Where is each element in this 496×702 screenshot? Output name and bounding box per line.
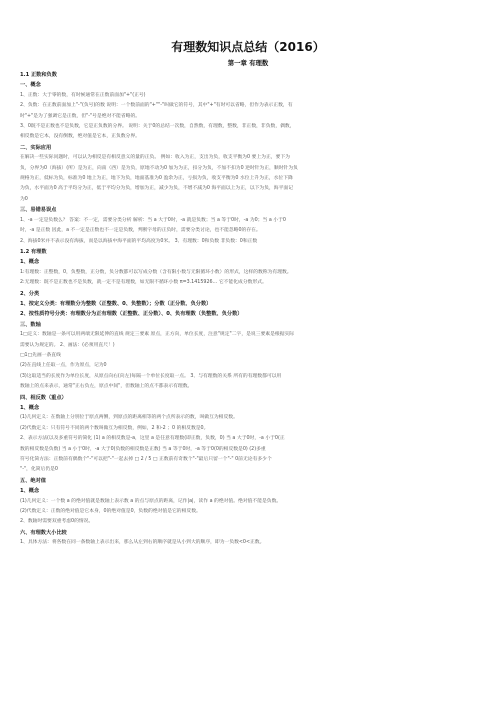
- body-text-line: 2:无理数：既不是正数也不是负数，就一定不是有理数，如无限不循环小数 π=3.1415926… 它不能化成分数形式。: [20, 280, 267, 286]
- body-text-line: 2、海拔0米并不表示没有海拔，而是以海拔中海平面的平均高度为0米。 3、有理数：0和负数 非负数：0和正数: [20, 238, 258, 244]
- body-text-line: 为负，水平面为0 高于平均分为正，低于平均分为负，增加为正，减少为负，不增不减为0 海平面以上为正，以下为负，海平面记: [20, 186, 293, 192]
- section-heading: 三、易错易误点: [20, 207, 57, 214]
- body-text-line: (1)几何定义：一个数 a 的绝对值就是数轴上表示数 a 的点与原点的距离，记作|a|，读作 a 的绝对值。绝对值不能是负数。: [20, 498, 282, 504]
- section-heading: 2、按性质符号分类：有理数分为正有理数（正整数、正分数）、0、负有理数（负整数、负分数）: [20, 311, 243, 318]
- section-heading: 一、概念: [20, 82, 41, 89]
- body-text-line: (2)代数定义：正数的绝对值是它本身，0的绝对值是0，负数的绝对值是它的相反数。: [20, 509, 201, 515]
- body-text-line: (1)几何定义：在数轴上分别位于原点两侧，到原点的距离相等的两个点所表示的数，叫做互为相反数。: [20, 415, 238, 421]
- body-text-line: (3)这取适当的长度作为单位长度，从原点向右(向左)每隔一个单位长度取一点。 3、与有理数的关系 所有的有理数都可以用: [20, 373, 282, 379]
- body-text-line: 数的相反数是负数) 当 a 小于0时，-a 大于0(负数的相反数是正数) 当 a 等于0时，-a 等于0(0的相反数是0) (2)多重: [20, 446, 266, 452]
- body-text-line: 规格为正，低标为负，标准为0 地上为正，地下为负，地面基准为0 盈余为正，亏损为负，收支平衡为0 水位上升为正，水位下降: [20, 176, 293, 182]
- section-heading: 1、按定义分类：有理数分为整数（正整数、0、负整数）；分数（正分数、负分数）: [20, 300, 212, 307]
- section-heading: 六、有理数大小比较: [20, 529, 67, 536]
- body-text-line: 3、0既不是正数也不是负数，它是正负数的分界。 说明：关于0的总结一次数，自然数，有理数，整数，非正数，非负数，偶数，: [20, 124, 295, 130]
- body-text-line: 2、数轴时需要双重考虑0的情况。: [20, 519, 94, 525]
- body-text-line: 1□定义：数轴是一条可以用两端无限延伸的直线 规定三要素 原点，正方向，单位长度，注意"规定"二字，是说三要素是根据实际: [20, 332, 295, 338]
- body-text-line: 2、负数：在正数前面加上"-"(负号)的数 说明：一个数前面的"+""-"叫做它的符号，其中"+"有时可以省略，但作为表示正数，有: [20, 103, 293, 109]
- section-heading: 1、概念: [20, 488, 40, 495]
- section-heading: 二、实际应用: [20, 144, 52, 151]
- body-text-line: 符号化简方法：正数前有偶数个"-"可以把"-"一起去掉 □ 2 / 5 □ 正数前有奇数个"-"最后只留一个"-" 0前无论有多少个: [20, 457, 272, 463]
- body-text-line: 时"+"是为了强调它是正数，但"-"号是绝对不能省略的。: [20, 113, 141, 119]
- body-text-line: 1:有理数：正整数，0，负整数，正分数，负分数都可以写成分数（含有限小数与无限循环小数）的形式，这样的数称为有理数。: [20, 269, 292, 275]
- section-heading: 1、概念: [20, 405, 40, 411]
- body-text-line: (2)代数定义：只有符号不同的两个数叫做互为相反数，例如，2 和-2 ；0 的相反数是0。: [20, 425, 209, 431]
- body-text-line: 2、表示方法(以及多重符号的简化 (1) a 的相反数是-a，这里 a 是任意有理数(即正数，负数，0) 当 a 大于0时，-a 小于0(正: [20, 436, 285, 442]
- body-text-line: "-"，化简后仍是0: [20, 467, 58, 473]
- body-text-line: 1、正数：大于零的数，有时候通常在正数前面加"+"(正号): [20, 92, 146, 98]
- body-text-line: 需要认为规定的。 2、画法：(必须用直尺！): [20, 342, 115, 348]
- section-heading: 三、数轴: [20, 321, 41, 328]
- section-heading: 1.1 正数和负数: [20, 72, 57, 78]
- body-text-line: 数轴上的点来表示，通常"正右负左，原点中间"，但数轴上的点不都表示有理数。: [20, 384, 193, 390]
- body-text-line: 时，-a 是正数 因此，a 不一定是正数也不一定是负数，判断字母的正负时，需要分类讨论，也不能忽略0的存在。: [20, 228, 261, 234]
- section-heading: 1、概念: [20, 259, 40, 266]
- section-heading: 1.2 有理数: [20, 248, 47, 255]
- section-heading: 四、相反数（重点）: [20, 394, 67, 401]
- body-text-line: 在解决一些实际问题时，可以认为相反是有相反意义的量的正负。 例如：收入为正，支出为负，收支平衡为0 要上为正，要下为: [20, 155, 290, 161]
- chapter-heading: 第一章 有理数: [227, 59, 269, 67]
- body-text-line: □1□先画一条直线: [20, 352, 61, 358]
- body-text-line: 为0: [20, 196, 28, 202]
- section-heading: 五、绝对值: [20, 477, 46, 484]
- document-title: 有理数知识点总结（2016）: [171, 40, 325, 54]
- body-text-line: 1、具体方法：将各数在同一条数轴上表示出来，那么从左到右的顺序就是从小到大的顺序，即为一负数<0<正数。: [20, 540, 265, 546]
- body-text-line: 相反数是它本，没有倒数，绝对值是它本，正负数分界。: [20, 134, 140, 140]
- body-text-line: 1、-a 一定是负数么？ 答案：不一定，需要分类分析 解析：当 a 大于0时，-a 就是负数；当 a 等于0时，-a 为0；当 a 小于0: [20, 217, 286, 223]
- body-text-line: (2)在直线上任取一点，作为原点，记为0: [20, 363, 107, 369]
- document-body: [20, 70, 478, 549]
- section-heading: 2、分类: [20, 290, 40, 297]
- body-text-line: 负，分界为0（海拔）(所）是为正，向南（西）是为负，原地不动为0 加为为正，扣分为负，不加不扣为0 逆时针为正，顺时针为负: [20, 165, 298, 171]
